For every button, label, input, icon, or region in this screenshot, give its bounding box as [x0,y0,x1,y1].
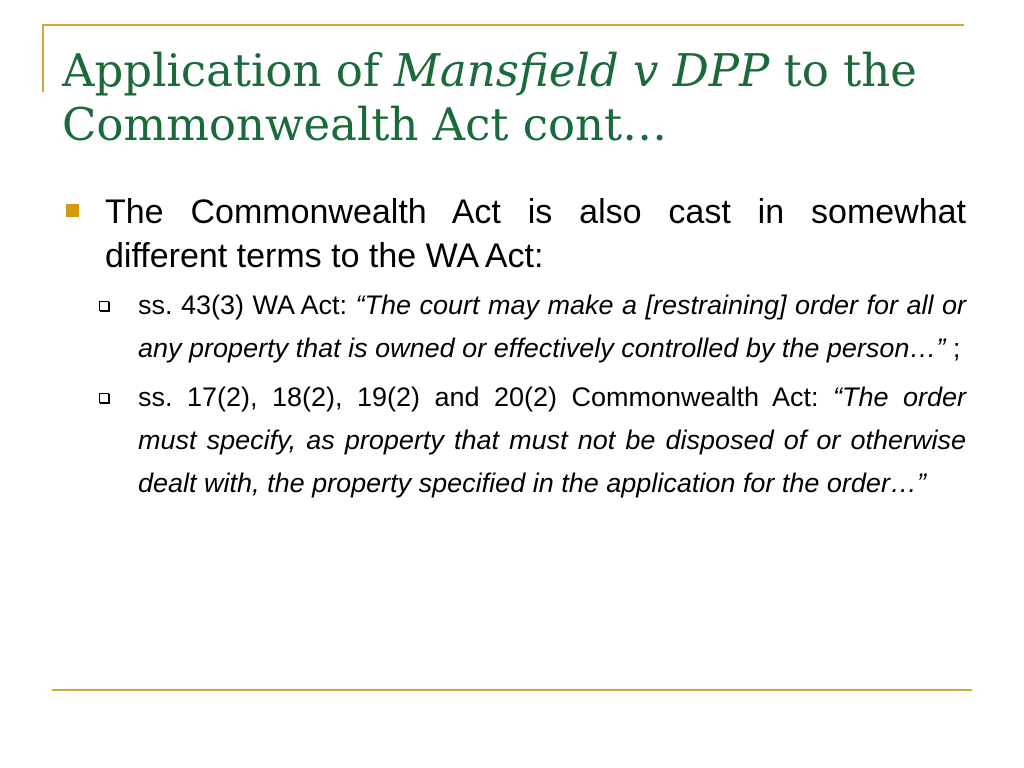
sub-bullet-quote: “The order must specify, as property that must not be disposed of or otherwise dealt with, the property specified in the application for the order…” [138,382,966,498]
hollow-square-bullet-icon [99,301,109,311]
sub-bullet-item [62,376,966,505]
sub-bullet-label: ss. 43(3) WA Act: [138,290,356,320]
bottom-rule [52,689,972,691]
title-suffix: to the Commonwealth Act cont… [62,44,917,151]
slide-body [62,190,966,511]
hollow-square-bullet-icon [99,393,109,403]
bullet-item [62,190,966,278]
sub-bullet-trailing: ; [945,333,961,363]
bullet-text: The Commonwealth Act is also cast in somewhat different terms to the WA Act: [105,193,966,275]
sub-bullet-quote: “The court may make a [restraining] order for all or any property that is owned or effectively controlled by the person…” [138,290,967,363]
sub-bullet-label: ss. 17(2), 18(2), 19(2) and 20(2) Commonwealth Act: [138,382,833,412]
slide-title [62,44,962,152]
sub-bullet-list [62,284,966,505]
title-prefix: Application of [62,44,394,97]
title-case-name: Mansfield v DPP [393,44,770,97]
square-bullet-icon [66,204,79,217]
top-rule [42,24,964,26]
sub-bullet-item [62,284,966,370]
left-rule [42,24,44,92]
